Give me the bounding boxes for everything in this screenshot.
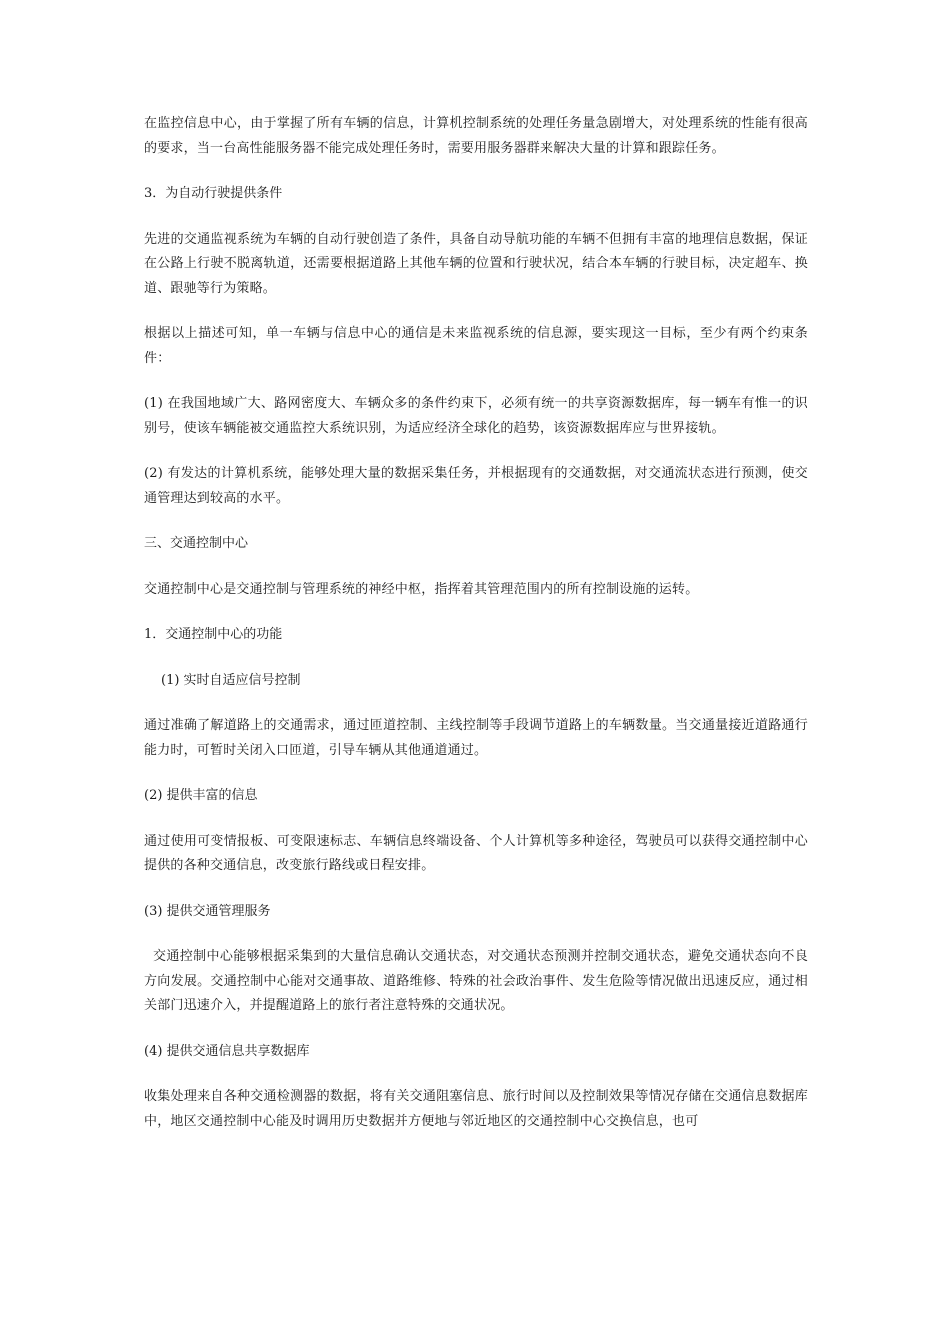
- heading-control-center-functions: 1．交通控制中心的功能: [144, 627, 283, 642]
- paragraph-adaptive-signal-control: 通过准确了解道路上的交通需求，通过匝道控制、主线控制等手段调节道路上的车辆数量。当交通量接近道路通行能力时，可暂时关闭入口匝道，引导车辆从其他通道通过。: [144, 718, 808, 758]
- heading-rich-information: (2) 提供丰富的信息: [144, 788, 258, 803]
- heading-traffic-management-service: (3) 提供交通管理服务: [144, 903, 271, 919]
- paragraph-traffic-management-service: 交通控制中心能够根据采集到的大量信息确认交通状态，对交通状态预测并控制交通状态，避免交通状态向不良方向发展。交通控制中心能对交通事故、道路维修、特殊的社会政治事件、发生危险等情况做出迅速反应，通过相关部门迅速介入，并提醒道路上的旅行者注意特殊的交通状况。: [144, 949, 808, 1013]
- paragraph-autonomous-driving: 先进的交通监视系统为车辆的自动行驶创造了条件，具备自动导航功能的车辆不但拥有丰富的地理信息数据，保证在公路上行驶不脱离轨道，还需要根据道路上其他车辆的位置和行驶状况，结合本车辆的行驶目标，决定超车、换道、跟驰等行为策略。: [144, 231, 808, 296]
- heading-shared-database: (4) 提供交通信息共享数据库: [144, 1043, 310, 1059]
- paragraph-constraints-intro: 根据以上描述可知，单一车辆与信息中心的通信是未来监视系统的信息源，要实现这一目标，至少有两个约束条件：: [144, 326, 808, 366]
- heading-autonomous-driving: 3．为自动行驶提供条件: [144, 186, 283, 201]
- paragraph-rich-information: 通过使用可变情报板、可变限速标志、车辆信息终端设备、个人计算机等多种途径，驾驶员可以获得交通控制中心提供的各种交通信息，改变旅行路线或日程安排。: [144, 833, 808, 873]
- section-heading-traffic-control-center: 三、交通控制中心: [144, 536, 249, 551]
- heading-adaptive-signal-control: (1) 实时自适应信号控制: [161, 672, 301, 688]
- paragraph-constraint-1: (1) 在我国地域广大、路网密度大、车辆众多的条件约束下，必须有统一的共享资源数据库，每一辆车有惟一的识别号，使该车辆能被交通监控大系统识别，为适应经济全球化的趋势，该资源数据库应与世界接轨。: [144, 396, 808, 436]
- document-page: [144, 112, 808, 1155]
- paragraph-control-center-intro: 交通控制中心是交通控制与管理系统的神经中枢，指挥着其管理范围内的所有控制设施的运转。: [144, 581, 699, 597]
- paragraph-monitoring-center: 在监控信息中心，由于掌握了所有车辆的信息，计算机控制系统的处理任务量急剧增大，对处理系统的性能有很高的要求，当一台高性能服务器不能完成处理任务时，需要用服务器群来解决大量的计算和跟踪任务。: [144, 116, 808, 156]
- paragraph-shared-database: 收集处理来自各种交通检测器的数据，将有关交通阻塞信息、旅行时间以及控制效果等情况存储在交通信息数据库中，地区交通控制中心能及时调用历史数据并方便地与邻近地区的交通控制中心交换信息，也可: [144, 1089, 808, 1129]
- paragraph-constraint-2: (2) 有发达的计算机系统，能够处理大量的数据采集任务，并根据现有的交通数据，对交通流状态进行预测，使交通管理达到较高的水平。: [144, 466, 808, 506]
